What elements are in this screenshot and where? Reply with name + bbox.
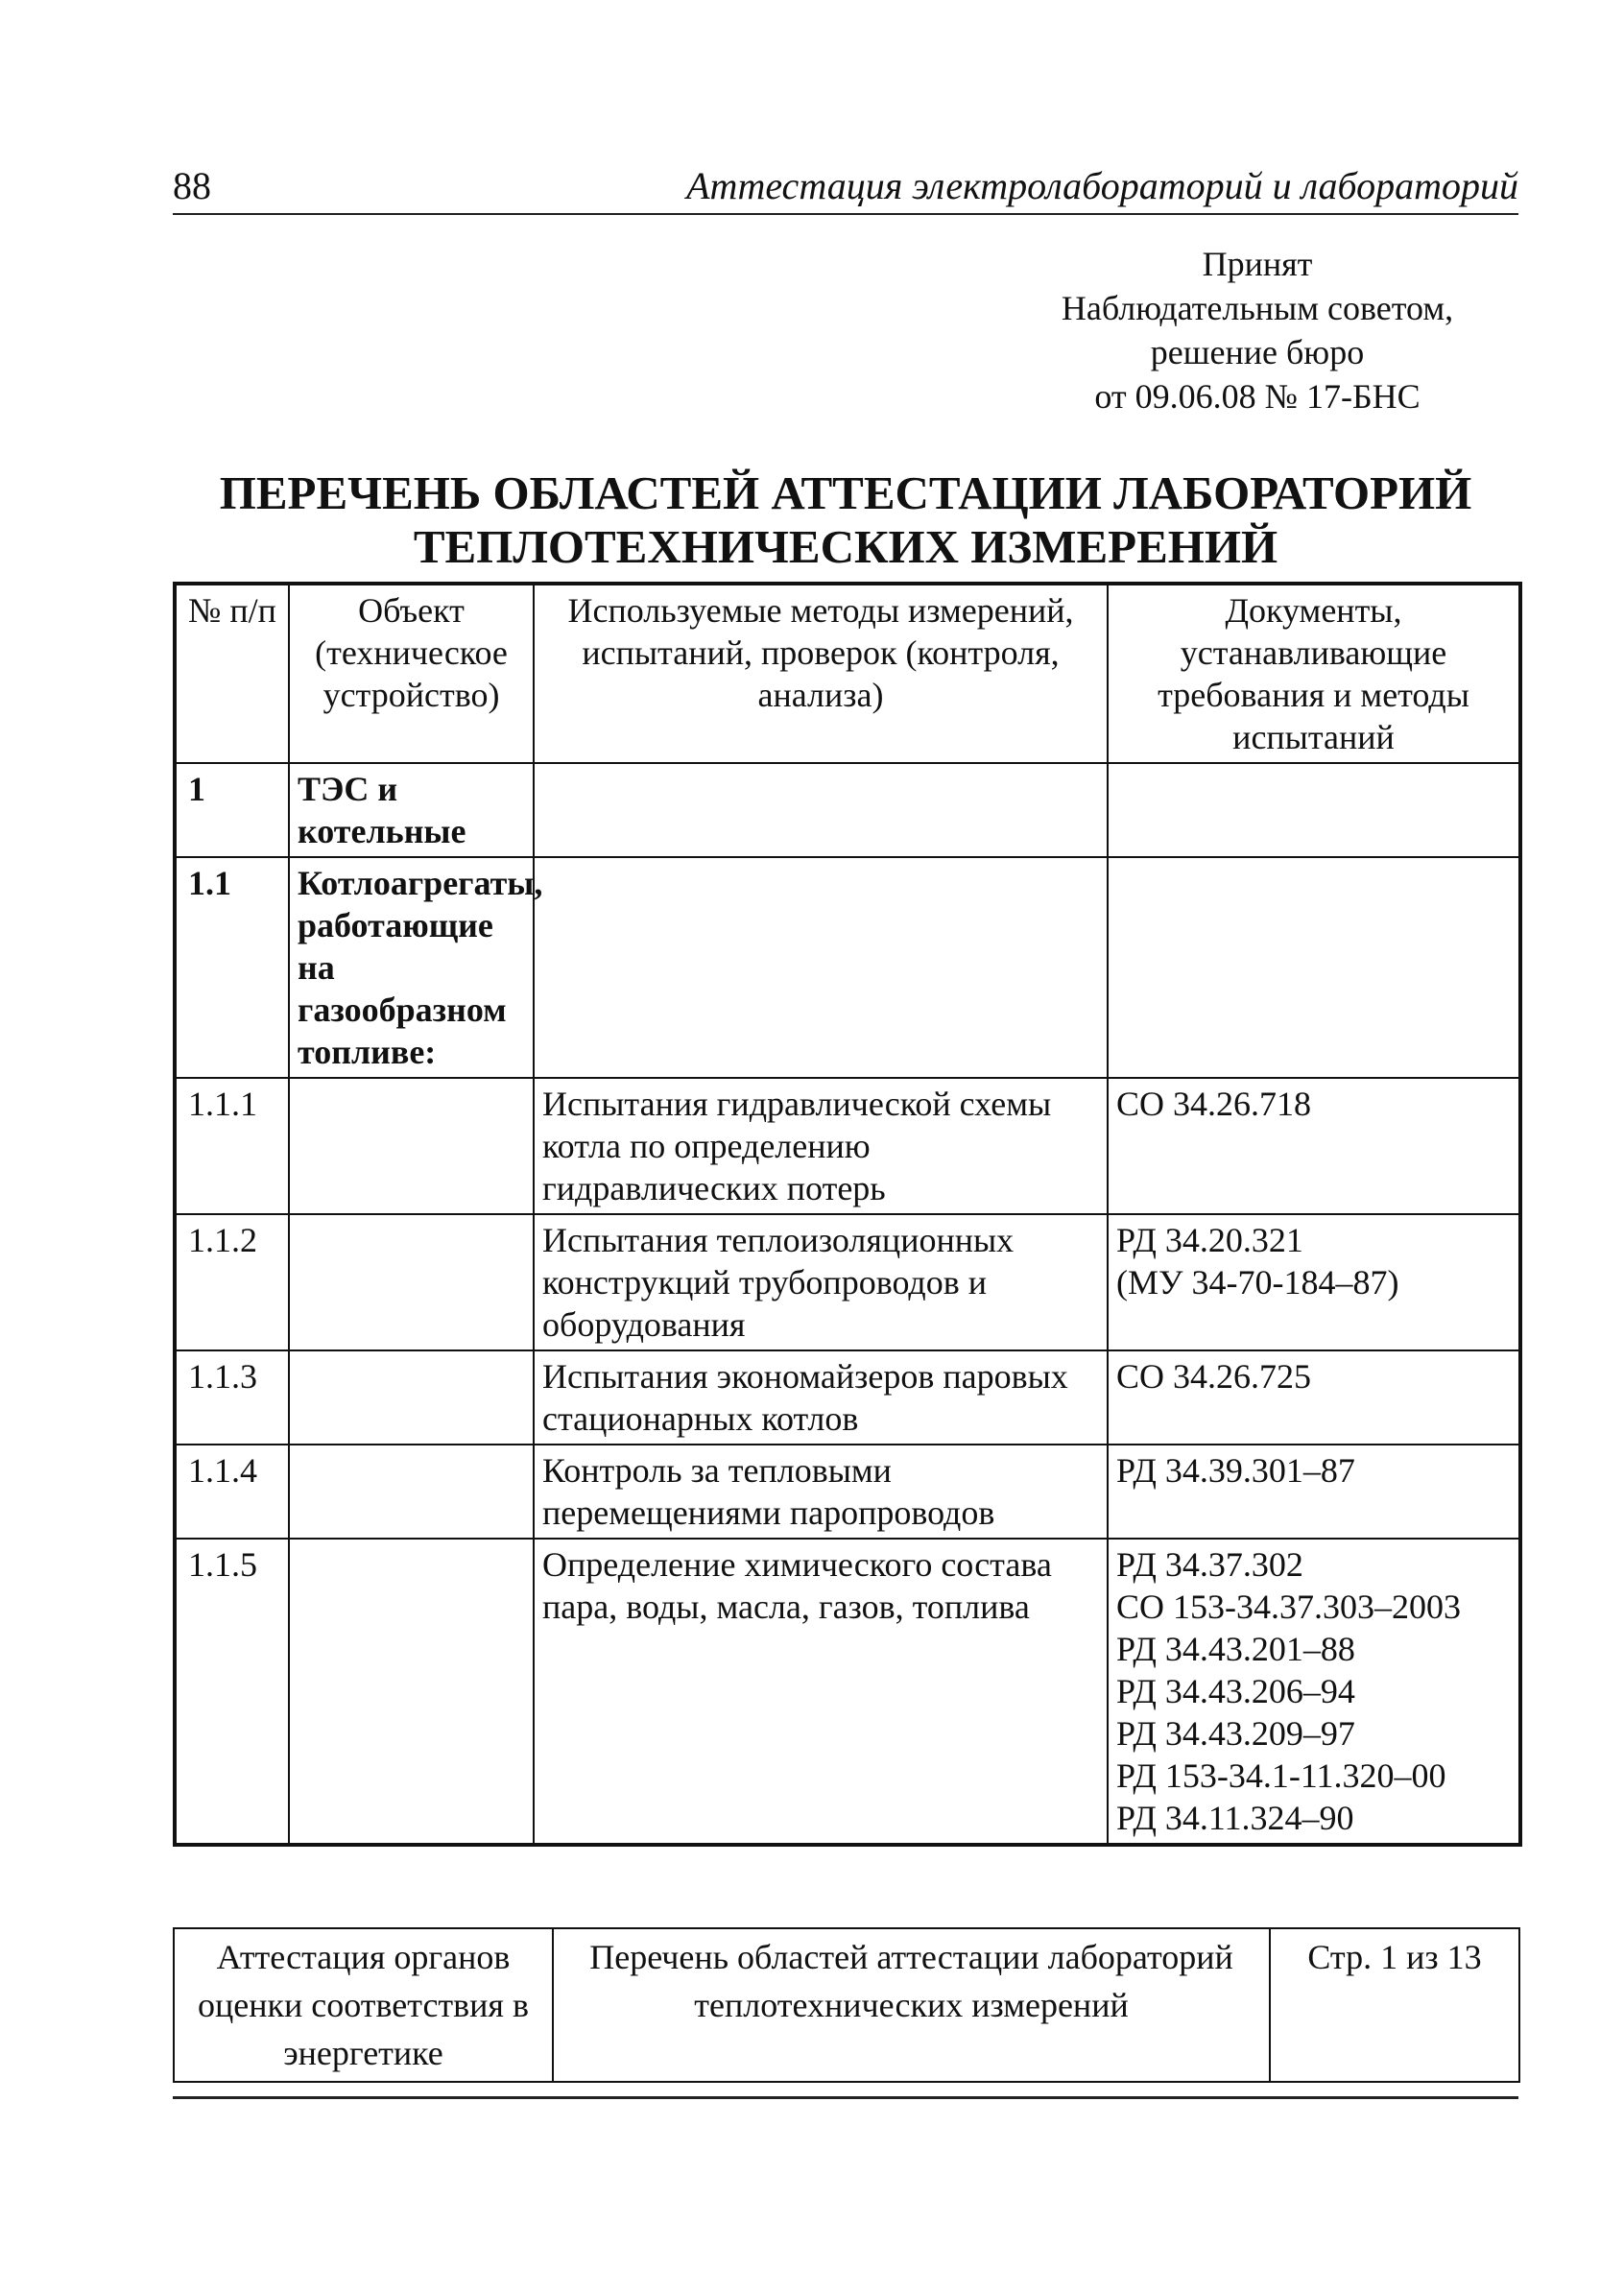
document-title bbox=[173, 466, 1518, 574]
doc-reference: РД 34.43.209–97 bbox=[1116, 1714, 1355, 1753]
approval-block bbox=[1017, 242, 1497, 418]
row-method: Испытания экономайзеров паровых стационарных котлов bbox=[534, 1350, 1108, 1445]
footer-page-info: Стр. 1 из 13 bbox=[1270, 1928, 1519, 2082]
approval-line: от 09.06.08 № 17-БНС bbox=[1094, 377, 1421, 416]
approval-line: Наблюдательным советом, bbox=[1061, 289, 1454, 327]
row-object bbox=[289, 1539, 534, 1845]
table-header-row bbox=[175, 584, 1520, 763]
row-method bbox=[534, 857, 1108, 1078]
row-method: Испытания гидравлической схемы котла по определению гидравлических потерь bbox=[534, 1078, 1108, 1214]
doc-reference: (МУ 34-70-184–87) bbox=[1116, 1263, 1399, 1302]
row-number: 1.1.4 bbox=[175, 1445, 289, 1539]
header-object: Объект (техническое устройство) bbox=[289, 584, 534, 763]
row-method bbox=[534, 763, 1108, 857]
doc-reference: РД 34.43.201–88 bbox=[1116, 1630, 1355, 1668]
row-method: Определение химического состава пара, воды, масла, газов, топлива bbox=[534, 1539, 1108, 1845]
footer-divider bbox=[173, 2096, 1518, 2099]
row-object: ТЭС и котельные bbox=[289, 763, 534, 857]
footer-org: Аттестация органов оценки соответствия в энергетике bbox=[174, 1928, 553, 2082]
table-row bbox=[175, 1214, 1520, 1350]
doc-reference: СО 34.26.718 bbox=[1116, 1085, 1312, 1123]
row-docs bbox=[1108, 1350, 1520, 1445]
doc-reference: РД 34.20.321 bbox=[1116, 1221, 1303, 1259]
header-docs: Документы, устанавливающие требования и методы испытаний bbox=[1108, 584, 1520, 763]
row-number: 1.1.5 bbox=[175, 1539, 289, 1845]
approval-line: решение бюро bbox=[1150, 333, 1365, 371]
row-object bbox=[289, 1078, 534, 1214]
row-number: 1.1.1 bbox=[175, 1078, 289, 1214]
scope-table bbox=[173, 582, 1522, 1847]
title-line: ПЕРЕЧЕНЬ ОБЛАСТЕЙ АТТЕСТАЦИИ ЛАБОРАТОРИЙ bbox=[219, 466, 1472, 519]
row-object bbox=[289, 1214, 534, 1350]
footer-table bbox=[173, 1927, 1520, 2083]
row-object bbox=[289, 1445, 534, 1539]
page-header bbox=[173, 163, 1518, 215]
table-row bbox=[175, 1539, 1520, 1845]
row-docs bbox=[1108, 1539, 1520, 1845]
table-body bbox=[175, 763, 1520, 1845]
doc-reference: РД 34.43.206–94 bbox=[1116, 1672, 1355, 1710]
row-number: 1.1.3 bbox=[175, 1350, 289, 1445]
row-method: Контроль за тепловыми перемещениями паропроводов bbox=[534, 1445, 1108, 1539]
header-num: № п/п bbox=[175, 584, 289, 763]
page-number: 88 bbox=[173, 164, 211, 207]
row-method: Испытания теплоизоляционных конструкций трубопроводов и оборудования bbox=[534, 1214, 1108, 1350]
table-row bbox=[175, 1350, 1520, 1445]
row-docs bbox=[1108, 857, 1520, 1078]
doc-reference: РД 34.39.301–87 bbox=[1116, 1451, 1355, 1490]
title-line: ТЕПЛОТЕХНИЧЕСКИХ ИЗМЕРЕНИЙ bbox=[413, 520, 1278, 573]
doc-reference: РД 34.11.324–90 bbox=[1116, 1799, 1354, 1837]
table-row bbox=[175, 1445, 1520, 1539]
approval-line: Принят bbox=[1202, 245, 1313, 283]
row-number: 1.1.2 bbox=[175, 1214, 289, 1350]
footer-doc-title: Перечень областей аттестации лабораторий теплотехнических измерений bbox=[553, 1928, 1270, 2082]
header-method: Используемые методы измерений, испытаний, проверок (контроля, анализа) bbox=[534, 584, 1108, 763]
row-object: Котлоагрегаты, работающие на газообразном топливе: bbox=[289, 857, 534, 1078]
row-number: 1.1 bbox=[175, 857, 289, 1078]
row-docs bbox=[1108, 1214, 1520, 1350]
row-object bbox=[289, 1350, 534, 1445]
row-docs bbox=[1108, 1445, 1520, 1539]
doc-reference: СО 34.26.725 bbox=[1116, 1357, 1312, 1396]
doc-reference: СО 153-34.37.303–2003 bbox=[1116, 1588, 1461, 1626]
doc-reference: РД 34.37.302 bbox=[1116, 1545, 1303, 1584]
row-docs bbox=[1108, 763, 1520, 857]
row-number: 1 bbox=[175, 763, 289, 857]
table-row bbox=[175, 763, 1520, 857]
running-title: Аттестация электролабораторий и лабораторий bbox=[686, 164, 1518, 207]
table-row bbox=[175, 1078, 1520, 1214]
footer-row bbox=[174, 1928, 1519, 2082]
row-docs bbox=[1108, 1078, 1520, 1214]
table-row bbox=[175, 857, 1520, 1078]
doc-reference: РД 153-34.1-11.320–00 bbox=[1116, 1756, 1446, 1795]
